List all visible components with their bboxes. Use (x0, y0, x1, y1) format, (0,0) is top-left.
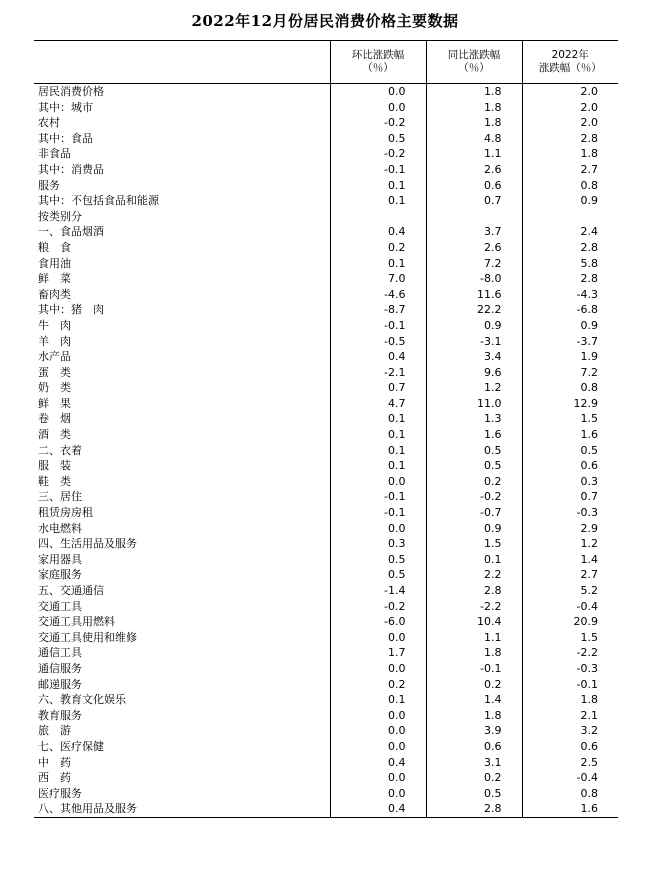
row-value-mom: 1.7 (330, 645, 426, 661)
row-value-mom: 0.1 (330, 427, 426, 443)
table-row (34, 271, 618, 287)
table-row (34, 770, 618, 786)
row-label: 其中：城市 (38, 100, 93, 114)
row-value-yoy: 4.8 (426, 131, 522, 147)
header-cell-mom: 环比涨跌幅 （％） (330, 41, 426, 84)
row-value-mom: 0.4 (330, 224, 426, 240)
row-value-year: 2.0 (522, 84, 618, 100)
row-value-year: 12.9 (522, 396, 618, 412)
row-label: 一、食品烟酒 (38, 225, 104, 239)
row-label: 旅 游 (38, 724, 71, 738)
row-value-year: 1.8 (522, 146, 618, 162)
row-value-mom: 0.0 (330, 474, 426, 490)
row-value-yoy: 3.9 (426, 723, 522, 739)
row-value-year: 1.4 (522, 552, 618, 568)
table-row (34, 427, 618, 443)
row-value-yoy (426, 209, 522, 225)
row-value-year: 0.8 (522, 380, 618, 396)
row-value-mom: 0.4 (330, 801, 426, 817)
row-label: 二、衣着 (38, 443, 82, 457)
table-row (34, 521, 618, 537)
row-value-yoy: 11.6 (426, 287, 522, 303)
row-value-year: 2.0 (522, 115, 618, 131)
table-row (34, 474, 618, 490)
row-value-yoy: 3.4 (426, 349, 522, 365)
row-value-yoy: 3.7 (426, 224, 522, 240)
row-value-year: 0.8 (522, 786, 618, 802)
row-label: 鲜 菜 (38, 272, 71, 286)
table-row (34, 723, 618, 739)
row-value-mom: 0.0 (330, 708, 426, 724)
row-value-yoy: 3.1 (426, 755, 522, 771)
row-value-yoy: 1.8 (426, 708, 522, 724)
row-value-mom: 0.5 (330, 131, 426, 147)
cpi-data-table (34, 40, 618, 818)
row-value-year (522, 209, 618, 225)
row-value-mom: 0.1 (330, 178, 426, 194)
row-value-mom: 0.5 (330, 567, 426, 583)
row-value-mom: 0.0 (330, 630, 426, 646)
row-value-mom: 0.1 (330, 256, 426, 272)
row-label: 五、交通通信 (38, 584, 104, 597)
table-row (34, 645, 618, 661)
row-value-mom: -1.4 (330, 583, 426, 599)
row-value-year: -0.4 (522, 770, 618, 786)
row-value-yoy: 2.2 (426, 567, 522, 583)
row-value-mom: 0.0 (330, 786, 426, 802)
row-value-yoy: 1.8 (426, 115, 522, 131)
row-value-year: -6.8 (522, 302, 618, 318)
table-row (34, 349, 618, 365)
table-header-row (34, 41, 618, 84)
row-label: 八、其他用品及服务 (34, 801, 330, 817)
row-value-year: -0.3 (522, 661, 618, 677)
row-value-yoy: 22.2 (426, 302, 522, 318)
row-label: 交通工具 (38, 599, 82, 613)
table-row (34, 661, 618, 677)
row-value-yoy: 1.4 (426, 692, 522, 708)
table-row (34, 380, 618, 396)
table-row (34, 583, 618, 599)
row-label: 鞋 类 (38, 474, 71, 488)
row-value-year: 2.1 (522, 708, 618, 724)
row-value-mom (330, 209, 426, 225)
row-label: 中 药 (38, 755, 71, 769)
row-value-year: 7.2 (522, 365, 618, 381)
row-value-year: 1.6 (522, 427, 618, 443)
row-value-year: 2.0 (522, 100, 618, 116)
row-value-yoy: 0.7 (426, 193, 522, 209)
row-value-yoy: 0.9 (426, 318, 522, 334)
row-value-year: 2.7 (522, 567, 618, 583)
row-value-yoy: -3.1 (426, 334, 522, 350)
table-row (34, 708, 618, 724)
row-value-yoy: 0.5 (426, 443, 522, 459)
row-label: 农村 (38, 116, 60, 130)
row-value-year: 0.6 (522, 739, 618, 755)
row-value-yoy: 1.2 (426, 380, 522, 396)
row-value-year: 20.9 (522, 614, 618, 630)
row-value-mom: 0.5 (330, 552, 426, 568)
row-label: 通信工具 (38, 646, 82, 660)
row-label: 三、居住 (38, 490, 82, 504)
row-value-yoy: 0.1 (426, 552, 522, 568)
table-row (34, 786, 618, 802)
row-value-yoy: 0.6 (426, 739, 522, 755)
row-value-mom: -0.1 (330, 505, 426, 521)
row-value-mom: 0.1 (330, 443, 426, 459)
table-row (34, 84, 618, 100)
row-value-mom: -0.2 (330, 599, 426, 615)
row-value-yoy: 10.4 (426, 614, 522, 630)
table-row (34, 396, 618, 412)
row-value-mom: -0.2 (330, 146, 426, 162)
table-row (34, 131, 618, 147)
table-row (34, 458, 618, 474)
row-value-yoy: 2.8 (426, 801, 522, 817)
row-label: 其中：食品 (38, 131, 93, 145)
row-label: 西 药 (38, 771, 71, 785)
row-value-yoy: 0.2 (426, 770, 522, 786)
row-value-yoy: 0.6 (426, 178, 522, 194)
row-value-yoy: 11.0 (426, 396, 522, 412)
table-row (34, 567, 618, 583)
row-value-year: -4.3 (522, 287, 618, 303)
row-label: 其中：猪 肉 (38, 303, 104, 317)
row-value-year: 2.8 (522, 131, 618, 147)
row-value-yoy: 9.6 (426, 365, 522, 381)
page-title: 2022年12月份居民消费价格主要数据 (191, 12, 459, 30)
row-label: 四、生活用品及服务 (38, 537, 137, 551)
row-value-year: 0.3 (522, 474, 618, 490)
row-value-mom: 7.0 (330, 271, 426, 287)
row-label: 家庭服务 (38, 568, 82, 582)
row-label: 居民消费价格 (38, 85, 104, 98)
row-label: 家用器具 (38, 552, 82, 566)
row-value-mom: 0.4 (330, 349, 426, 365)
table-row (34, 193, 618, 209)
row-value-yoy: 2.8 (426, 583, 522, 599)
row-value-year: 2.8 (522, 240, 618, 256)
row-value-mom: 0.4 (330, 755, 426, 771)
row-value-mom: 0.2 (330, 240, 426, 256)
table-row (34, 287, 618, 303)
row-value-yoy: -0.2 (426, 489, 522, 505)
row-label: 其中：消费品 (38, 162, 104, 176)
row-value-yoy: 1.8 (426, 645, 522, 661)
row-value-year: 2.5 (522, 755, 618, 771)
row-value-yoy: 1.1 (426, 146, 522, 162)
row-value-year: 0.7 (522, 489, 618, 505)
row-value-mom: 0.0 (330, 739, 426, 755)
row-label: 水产品 (38, 350, 71, 364)
row-value-year: 0.9 (522, 318, 618, 334)
table-row (34, 489, 618, 505)
row-value-mom: 0.0 (330, 723, 426, 739)
row-label: 六、教育文化娱乐 (38, 693, 126, 707)
row-value-mom: 0.3 (330, 536, 426, 552)
row-label: 食用油 (38, 256, 71, 270)
table-row (34, 256, 618, 272)
header-cell-yoy: 同比涨跌幅 （％） (426, 41, 522, 84)
row-value-mom: 0.1 (330, 193, 426, 209)
table-row (34, 599, 618, 615)
table-row (34, 443, 618, 459)
row-value-year: -0.3 (522, 505, 618, 521)
table-row (34, 100, 618, 116)
row-label: 蛋 类 (38, 365, 71, 379)
row-label: 通信服务 (38, 661, 82, 675)
row-label: 七、医疗保健 (38, 739, 104, 753)
table-row (34, 411, 618, 427)
row-value-year: 2.4 (522, 224, 618, 240)
row-label: 服 装 (38, 459, 71, 473)
row-label: 其中：不包括食品和能源 (38, 194, 159, 208)
row-value-yoy: 1.3 (426, 411, 522, 427)
row-value-year: 0.8 (522, 178, 618, 194)
row-label: 交通工具使用和维修 (38, 630, 137, 644)
row-value-year: -0.1 (522, 677, 618, 693)
row-value-year: 1.5 (522, 411, 618, 427)
row-label: 交通工具用燃料 (38, 615, 115, 629)
row-label: 服务 (38, 178, 60, 192)
row-value-mom: 0.0 (330, 770, 426, 786)
row-value-yoy: 1.8 (426, 84, 522, 100)
row-value-mom: 0.0 (330, 521, 426, 537)
row-value-mom: -2.1 (330, 365, 426, 381)
row-label: 羊 肉 (38, 334, 71, 348)
table-row (34, 614, 618, 630)
table-row (34, 755, 618, 771)
row-value-year: -3.7 (522, 334, 618, 350)
row-value-yoy: 0.5 (426, 786, 522, 802)
table-row (34, 318, 618, 334)
row-value-yoy: 0.9 (426, 521, 522, 537)
row-label: 鲜 果 (38, 396, 71, 410)
row-label: 教育服务 (38, 708, 82, 722)
row-value-year: 0.5 (522, 443, 618, 459)
table-row (34, 115, 618, 131)
row-value-mom: 0.7 (330, 380, 426, 396)
row-value-yoy: 1.6 (426, 427, 522, 443)
row-value-year: 0.9 (522, 193, 618, 209)
row-value-year: 5.2 (522, 583, 618, 599)
row-value-mom: 0.0 (330, 661, 426, 677)
row-value-year: 3.2 (522, 723, 618, 739)
table-body (34, 84, 618, 818)
table-row (34, 162, 618, 178)
row-value-year: 1.8 (522, 692, 618, 708)
row-value-year: 1.5 (522, 630, 618, 646)
row-value-year: -0.4 (522, 599, 618, 615)
row-label: 邮递服务 (38, 677, 82, 691)
row-value-mom: 4.7 (330, 396, 426, 412)
row-value-mom: -0.2 (330, 115, 426, 131)
table-row (34, 334, 618, 350)
row-value-yoy: -8.0 (426, 271, 522, 287)
table-row (34, 302, 618, 318)
table-row (34, 630, 618, 646)
row-value-mom: -0.1 (330, 489, 426, 505)
table-row (34, 801, 618, 817)
row-value-mom: -4.6 (330, 287, 426, 303)
row-value-mom: 0.1 (330, 411, 426, 427)
row-label: 畜肉类 (38, 287, 71, 301)
row-value-yoy: -2.2 (426, 599, 522, 615)
row-label: 卷 烟 (38, 412, 71, 426)
header-cell-empty (34, 41, 330, 84)
row-label: 奶 类 (38, 381, 71, 395)
row-label: 粮 食 (38, 240, 71, 254)
row-value-yoy: -0.7 (426, 505, 522, 521)
row-value-yoy: 7.2 (426, 256, 522, 272)
table-row (34, 505, 618, 521)
row-label: 医疗服务 (38, 786, 82, 800)
table-row (34, 692, 618, 708)
row-value-mom: -0.1 (330, 162, 426, 178)
table-row (34, 209, 618, 225)
row-label: 牛 肉 (38, 318, 71, 332)
row-value-year: 0.6 (522, 458, 618, 474)
row-value-mom: 0.1 (330, 458, 426, 474)
row-value-year: 1.6 (522, 801, 618, 817)
table-row (34, 178, 618, 194)
row-value-yoy: 2.6 (426, 240, 522, 256)
table-row (34, 536, 618, 552)
table-row (34, 552, 618, 568)
row-value-yoy: 1.1 (426, 630, 522, 646)
table-row (34, 240, 618, 256)
row-value-year: 1.9 (522, 349, 618, 365)
row-value-mom: 0.0 (330, 100, 426, 116)
row-value-yoy: 1.8 (426, 100, 522, 116)
row-value-mom: -6.0 (330, 614, 426, 630)
row-value-year: 2.8 (522, 271, 618, 287)
row-value-year: 2.9 (522, 521, 618, 537)
table-row (34, 365, 618, 381)
row-label: 非食品 (38, 147, 71, 161)
row-label: 按类别分 (38, 209, 82, 223)
row-value-yoy: -0.1 (426, 661, 522, 677)
row-value-yoy: 0.5 (426, 458, 522, 474)
row-label: 水电燃料 (38, 521, 82, 535)
row-value-year: 1.2 (522, 536, 618, 552)
row-value-mom: -0.1 (330, 318, 426, 334)
row-label: 酒 类 (38, 428, 71, 442)
row-value-mom: -8.7 (330, 302, 426, 318)
table-row (34, 224, 618, 240)
row-value-yoy: 1.5 (426, 536, 522, 552)
row-value-mom: 0.0 (330, 84, 426, 100)
row-value-year: -2.2 (522, 645, 618, 661)
row-value-year: 5.8 (522, 256, 618, 272)
header-cell-year: 2022年 涨跌幅（％） (522, 41, 618, 84)
table-row (34, 677, 618, 693)
row-value-mom: 0.1 (330, 692, 426, 708)
row-value-mom: 0.2 (330, 677, 426, 693)
table-row (34, 739, 618, 755)
row-label: 租赁房房租 (38, 506, 93, 520)
row-value-year: 2.7 (522, 162, 618, 178)
table-row (34, 146, 618, 162)
row-value-yoy: 0.2 (426, 677, 522, 693)
row-value-yoy: 2.6 (426, 162, 522, 178)
row-value-mom: -0.5 (330, 334, 426, 350)
row-value-yoy: 0.2 (426, 474, 522, 490)
